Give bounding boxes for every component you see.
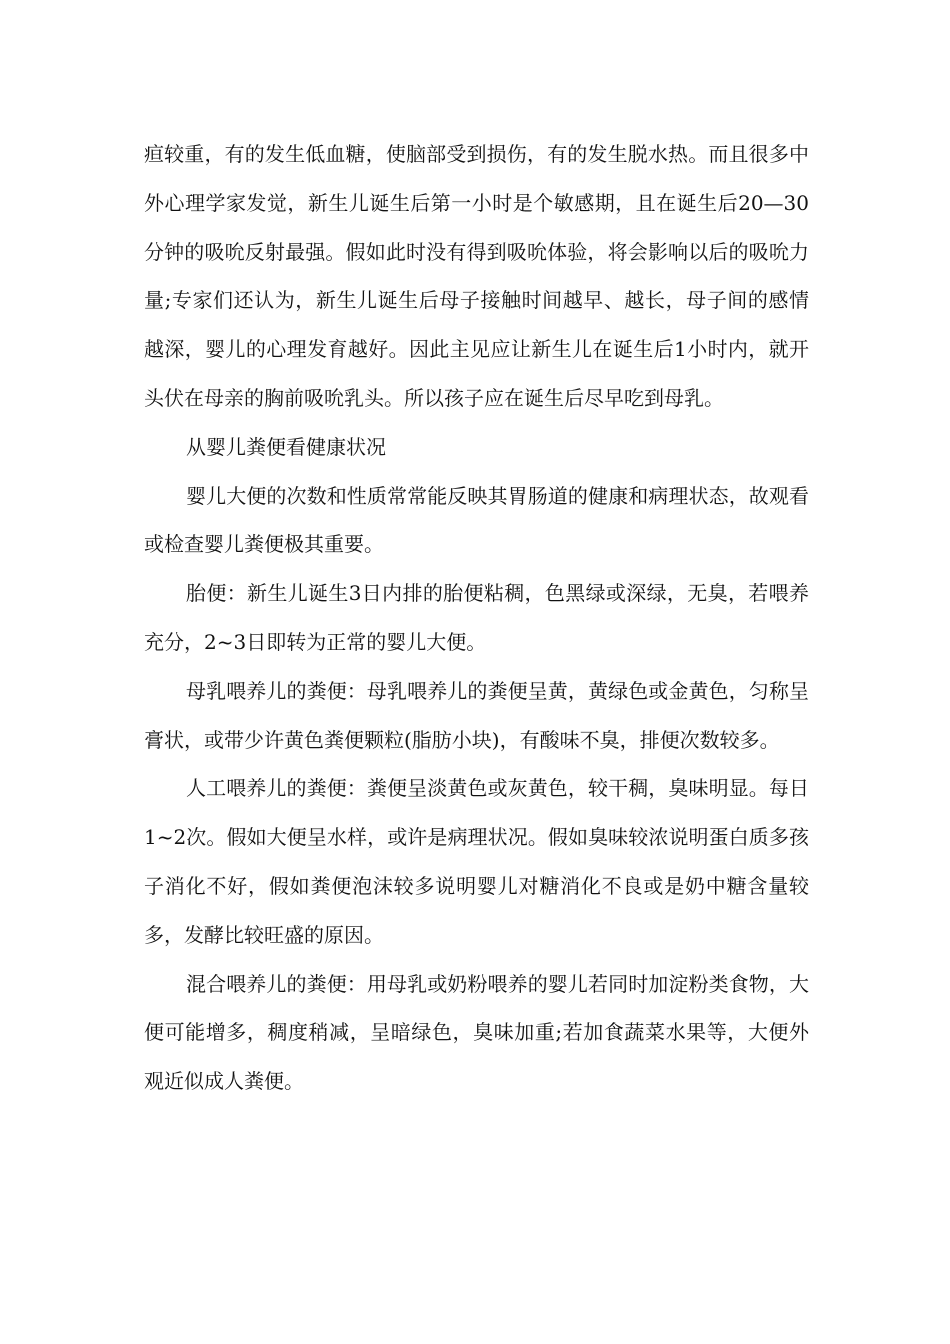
document-body bbox=[144, 130, 809, 1106]
section-heading: 从婴儿粪便看健康状况 bbox=[186, 434, 386, 459]
paragraph-continued: 疸较重，有的发生低血糖，使脑部受到损伤，有的发生脱水热。而且很多中外心理学家发觉，新生儿诞生后第一小时是个敏感期，且在诞生后20—30分钟的吸吮反射最强。假如此时没有得到吸吮体验，将会影响以后的吸吮力量;专家们还认为，新生儿诞生后母子接触时间越早、越长，母子间的感情越深，婴儿的心理发育越好。因此主见应让新生儿在诞生后1小时内，就开头伏在母亲的胸前吸吮乳头。所以孩子应在诞生后尽早吃到母乳。 bbox=[144, 142, 809, 410]
paragraph-mixed-fed: 混合喂养儿的粪便：用母乳或奶粉喂养的婴儿若同时加淀粉类食物，大便可能增多，稠度稍减，呈暗绿色，臭味加重;若加食蔬菜水果等，大便外观近似成人粪便。 bbox=[144, 971, 809, 1094]
paragraph-breastfed: 母乳喂养儿的粪便：母乳喂养儿的粪便呈黄，黄绿色或金黄色，匀称呈膏状，或带少许黄色粪便颗粒(脂肪小块)，有酸味不臭，排便次数较多。 bbox=[144, 678, 809, 752]
paragraph-intro: 婴儿大便的次数和性质常常能反映其胃肠道的健康和病理状态，故观看或检查婴儿粪便极其重要。 bbox=[144, 483, 809, 557]
paragraph-meconium: 胎便：新生儿诞生3日内排的胎便粘稠，色黑绿或深绿，无臭，若喂养充分，2~3日即转为正常的婴儿大便。 bbox=[144, 581, 809, 654]
paragraph-formula-fed: 人工喂养儿的粪便：粪便呈淡黄色或灰黄色，较干稠，臭味明显。每日1~2次。假如大便呈水样，或许是病理状况。假如臭味较浓说明蛋白质多孩子消化不好，假如粪便泡沫较多说明婴儿对糖消化不良或是奶中糖含量较多，发酵比较旺盛的原因。 bbox=[144, 776, 809, 947]
